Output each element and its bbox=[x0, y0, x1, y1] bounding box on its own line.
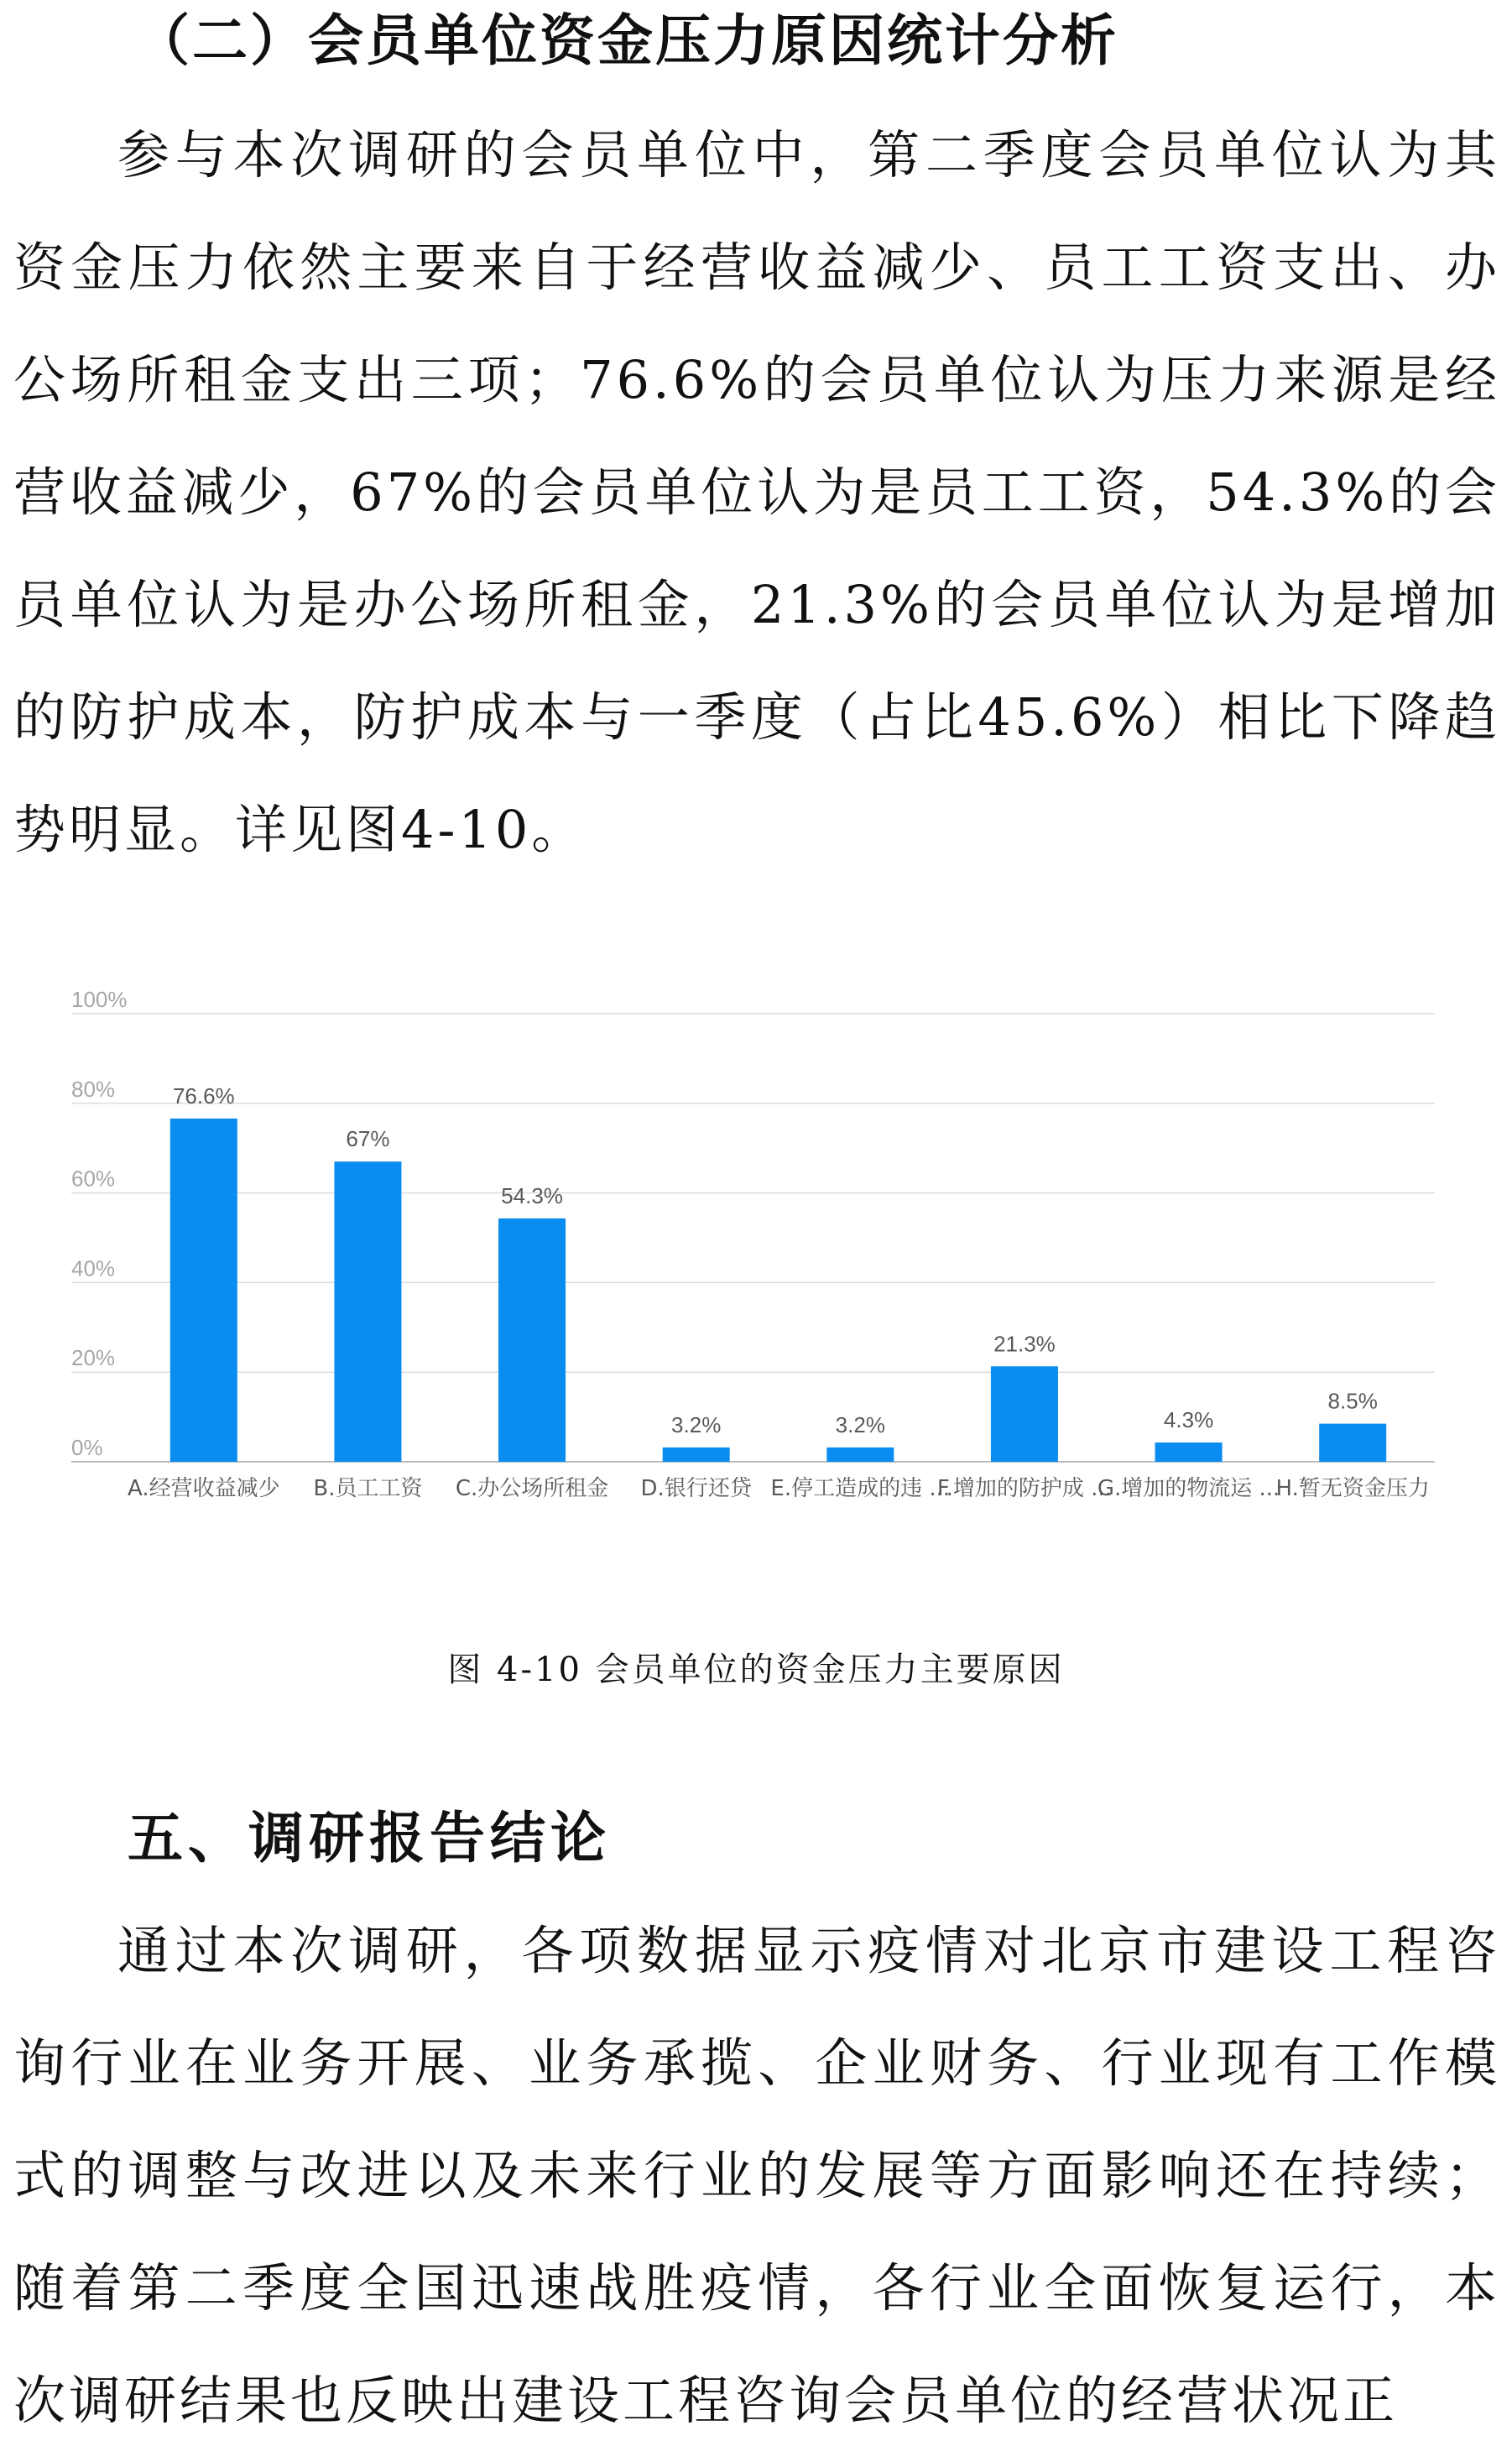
body-paragraph-2: 通过本次调研，各项数据显示疫情对北京市建设工程咨询行业在业务开展、业务承揽、企业财务、行业现有工作模式的调整与改进以及未来行业的发展等方面影响还在持续；随着第二季度全国迅速战胜疫情，各行业全面恢复运行，本次调研结果也反映出建设工程咨询会员单位的经营状况正 bbox=[13, 1920, 1500, 2431]
data-label: 54.3% bbox=[501, 1183, 563, 1209]
y-tick-label: 40% bbox=[71, 1255, 116, 1281]
bar bbox=[826, 1448, 894, 1462]
body-paragraph-1: 参与本次调研的会员单位中，第二季度会员单位认为其资金压力依然主要来自于经营收益减少、员工工资支出、办公场所租金支出三项；76.6%的会员单位认为压力来源是经营收益减少，67%的会员单位认为是员工工资，54.3%的会员单位认为是办公场所租金，21.3%的会员单位认为是增加的防护成本，防护成本与一季度（占比45.6%）相比下降趋势明显。详见图4-10。 bbox=[13, 124, 1500, 860]
y-tick-label: 0% bbox=[71, 1435, 103, 1460]
bar bbox=[334, 1161, 401, 1462]
bar bbox=[1155, 1442, 1223, 1462]
data-label: 76.6% bbox=[172, 1082, 235, 1109]
conclusion-heading: 五、调研报告结论 bbox=[128, 1805, 611, 1870]
section-heading: （二）会员单位资金压力原因统计分析 bbox=[134, 8, 1118, 73]
x-tick-label: G.增加的物流运 ... bbox=[1097, 1476, 1280, 1501]
y-tick-label: 60% bbox=[71, 1166, 116, 1192]
x-tick-label: F.增加的防护成 ... bbox=[936, 1476, 1112, 1501]
x-tick-label: E.停工造成的违 ... bbox=[770, 1476, 951, 1501]
x-tick-label: H.暂无资金压力 bbox=[1275, 1476, 1430, 1501]
data-label: 4.3% bbox=[1163, 1407, 1214, 1433]
bar bbox=[991, 1366, 1058, 1462]
bar bbox=[1319, 1424, 1386, 1462]
figure-caption: 图 4-10 会员单位的资金压力主要原因 bbox=[447, 1651, 1065, 1689]
bar-chart-svg bbox=[50, 965, 1477, 1536]
bar bbox=[663, 1448, 730, 1462]
bar bbox=[170, 1119, 237, 1462]
data-label: 21.3% bbox=[993, 1331, 1056, 1357]
y-tick-label: 20% bbox=[71, 1345, 116, 1371]
x-tick-label: D.银行还贷 bbox=[640, 1476, 752, 1501]
y-tick-label: 100% bbox=[71, 987, 128, 1012]
x-tick-label: B.员工工资 bbox=[313, 1476, 423, 1501]
y-tick-label: 80% bbox=[71, 1076, 116, 1102]
data-label: 67% bbox=[346, 1126, 390, 1152]
data-label: 3.2% bbox=[835, 1411, 885, 1437]
bar bbox=[498, 1218, 566, 1462]
x-tick-label: A.经营收益减少 bbox=[128, 1476, 280, 1501]
x-tick-label: C.办公场所租金 bbox=[455, 1476, 609, 1501]
data-label: 3.2% bbox=[671, 1411, 722, 1437]
bar-chart bbox=[50, 965, 1477, 1536]
data-label: 8.5% bbox=[1327, 1388, 1378, 1414]
